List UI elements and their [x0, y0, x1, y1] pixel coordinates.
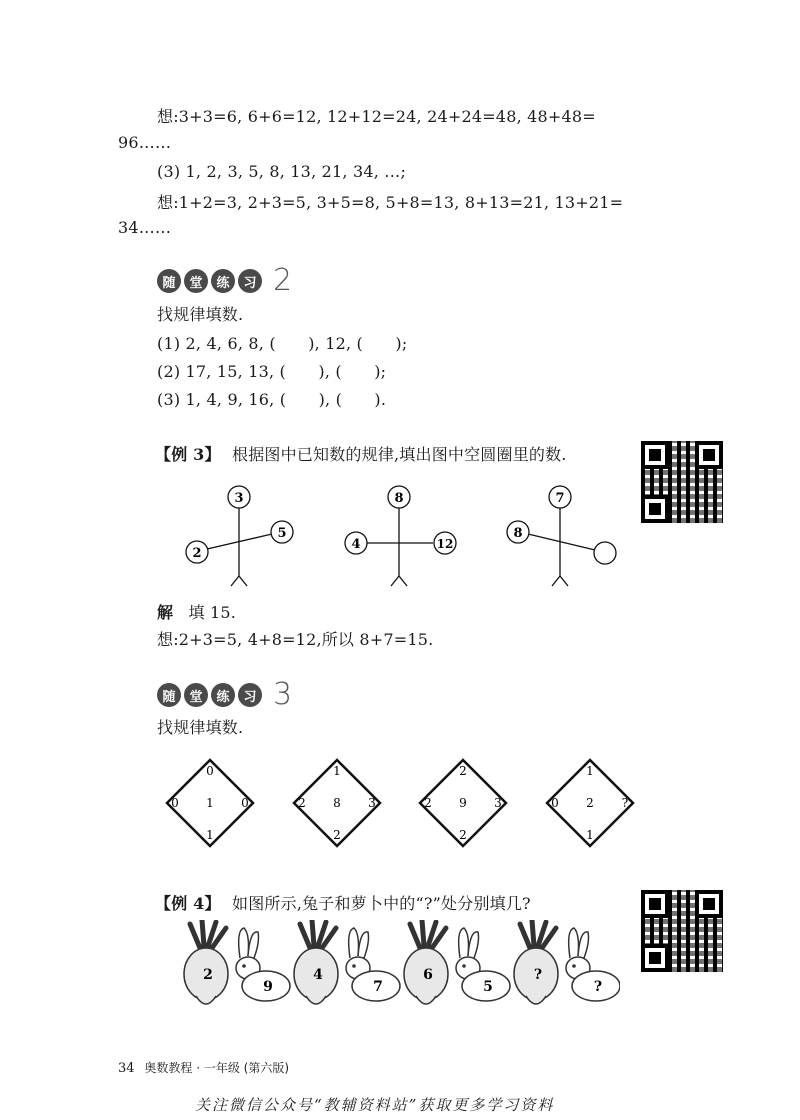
stick-figures [170, 478, 640, 590]
rabbit-number: 7 [373, 979, 383, 995]
solution [157, 600, 236, 623]
watermark-text: 关注微信公众号“教辅资料站”获取更多学习资料 [195, 1096, 555, 1114]
diamond-number: 9 [459, 796, 467, 810]
stick-figure-2 [345, 486, 456, 586]
radish-icon [404, 920, 448, 1004]
diamond-number: 2 [424, 796, 432, 810]
diamond-number: 8 [333, 796, 341, 810]
practice-2-item: (2) 17, 15, 13, ( ), ( ); [157, 362, 387, 381]
diamond-number: 2 [586, 796, 594, 810]
qr-finder [695, 890, 723, 918]
practice-2-instruction: 找规律填数. [157, 305, 244, 324]
rabbit-icon [346, 928, 400, 1001]
diamond-number: 0 [241, 796, 249, 810]
diamond-3 [420, 760, 506, 846]
qr-finder [641, 944, 669, 972]
diamond-number: 3 [368, 796, 376, 810]
radish-number: 6 [423, 967, 433, 983]
radish-number: 4 [313, 967, 323, 983]
rabbit-number: 5 [483, 979, 493, 995]
solution-reasoning: 想:2+3=5, 4+8=12,所以 8+7=15. [157, 630, 434, 649]
pair-4 [514, 920, 620, 1004]
figure-number: 5 [277, 526, 287, 541]
badge-char: 习 [238, 269, 262, 293]
page-footer [118, 1059, 289, 1076]
example-4-heading [155, 891, 531, 914]
diamond-number: ? [621, 796, 629, 810]
example-label: 【例 3】 [155, 445, 221, 464]
badge-char: 堂 [184, 683, 208, 707]
qr-finder [641, 441, 669, 469]
diamond-number: 1 [206, 828, 214, 842]
stick-figure-1 [186, 486, 293, 586]
qr-finder [641, 495, 669, 523]
practice-number: 2 [273, 263, 293, 298]
diamond-number: 2 [333, 828, 341, 842]
diamond-2 [294, 760, 380, 846]
example-label: 【例 4】 [155, 894, 221, 913]
example-3-question: 根据图中已知数的规律,填出图中空圆圈里的数. [232, 445, 567, 464]
radish-number: 2 [203, 967, 213, 983]
figure-number: 8 [513, 526, 523, 541]
example-3-heading [155, 442, 567, 465]
reasoning-line-fibonacci: 想:1+2=3, 2+3=5, 3+5=8, 5+8=13, 8+13=21, 13+21= [157, 193, 624, 212]
diamond-1 [167, 760, 253, 846]
diamond-4 [547, 760, 633, 846]
solution-text: 填 15. [188, 603, 237, 622]
rabbit-number: 9 [263, 979, 273, 995]
qr-code[interactable] [641, 441, 723, 523]
book-title: 奥数教程 · 一年级 (第六版) [144, 1061, 289, 1075]
badge-char: 练 [211, 269, 235, 293]
rabbit-radish-row [180, 920, 620, 1010]
diamond-number: 0 [551, 796, 559, 810]
practice-2-item: (1) 2, 4, 6, 8, ( ), 12, ( ); [157, 334, 408, 353]
diamond-number: 1 [586, 828, 594, 842]
radish-icon [294, 920, 338, 1004]
diamond-number: 1 [333, 764, 341, 778]
diamond-number: 1 [206, 796, 214, 810]
practice-3-instruction: 找规律填数. [157, 718, 244, 737]
practice-2-header [157, 263, 293, 298]
diamond-number: 2 [298, 796, 306, 810]
diamond-puzzles [160, 757, 650, 851]
figure-number: 8 [394, 491, 404, 506]
figure-number: 3 [234, 491, 244, 506]
radish-number: ? [533, 967, 543, 983]
reasoning-line-fibonacci-cont: 34…… [118, 218, 172, 237]
badge-char: 堂 [184, 269, 208, 293]
practice-number: 3 [273, 677, 293, 712]
radish-icon [514, 920, 558, 1004]
qr-finder [641, 890, 669, 918]
diamond-number: 0 [206, 764, 214, 778]
qr-code[interactable] [641, 890, 723, 972]
sequence-3: (3) 1, 2, 3, 5, 8, 13, 21, 34, …; [157, 162, 407, 181]
qr-finder [695, 441, 723, 469]
reasoning-line-doubling: 想:3+3=6, 6+6=12, 12+12=24, 24+24=48, 48+48= [157, 107, 596, 126]
diamond-number: 1 [586, 764, 594, 778]
rabbit-icon [566, 928, 620, 1001]
solution-label: 解 [157, 603, 174, 622]
rabbit-icon [456, 928, 510, 1001]
pair-1 [184, 920, 290, 1004]
diamond-number: 0 [171, 796, 179, 810]
pair-2 [294, 920, 400, 1004]
figure-number: 4 [351, 537, 361, 552]
diamond-number: 2 [459, 828, 467, 842]
diamond-number: 2 [459, 764, 467, 778]
empty-circle [594, 542, 616, 564]
pair-3 [404, 920, 510, 1004]
rabbit-number: ? [593, 979, 603, 995]
page-number: 34 [118, 1061, 135, 1076]
reasoning-line-doubling-cont: 96…… [118, 133, 172, 152]
rabbit-icon [236, 928, 290, 1001]
badge-char: 随 [157, 269, 181, 293]
practice-3-header [157, 677, 293, 712]
stick-figure-3 [507, 486, 616, 586]
figure-number: 12 [436, 537, 454, 551]
diamond-number: 3 [494, 796, 502, 810]
practice-2-item: (3) 1, 4, 9, 16, ( ), ( ). [157, 390, 387, 409]
badge-char: 随 [157, 683, 181, 707]
radish-icon [184, 920, 228, 1004]
figure-number: 2 [192, 546, 202, 561]
badge-char: 习 [238, 683, 262, 707]
figure-number: 7 [555, 491, 565, 506]
example-4-question: 如图所示,兔子和萝卜中的“?”处分别填几? [232, 894, 531, 913]
badge-char: 练 [211, 683, 235, 707]
